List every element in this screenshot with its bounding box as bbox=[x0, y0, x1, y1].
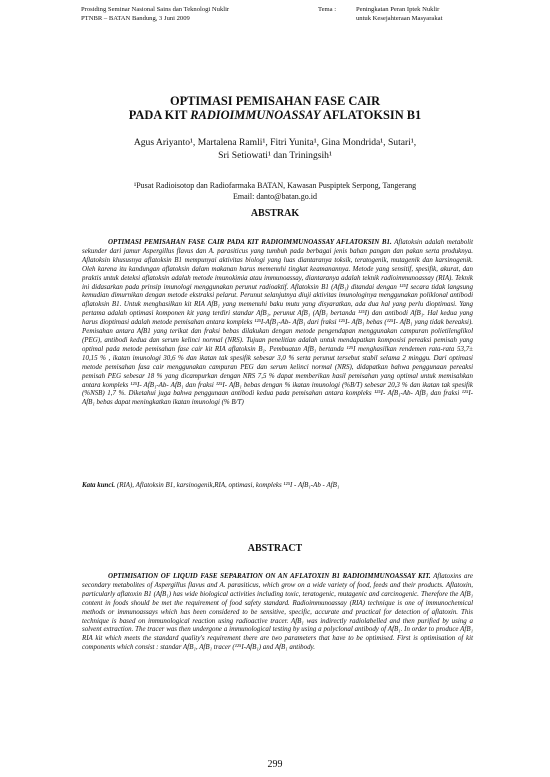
theme-line-1: Peningkatan Peran Iptek Nuklir bbox=[356, 6, 440, 13]
theme-line-2: untuk Kesejahteraan Masyarakat bbox=[356, 15, 443, 22]
abstrak-heading: ABSTRAK bbox=[250, 208, 300, 219]
keywords bbox=[82, 481, 473, 490]
abstrak-lead: OPTIMASI PEMISAHAN FASE CAIR PADA KIT RADIOIMMUNOASSAY AFLATOKSIN B1. bbox=[108, 238, 392, 246]
abstrak-text: Aflatoksin adalah metabolit sekunder dari jamur Aspergillus flavus dan A. parasiticus yang tumbuh pada berbagai jenis bahan pangan dan pakan serta produknya. Aflatoksin khususnya aflatoksin B1 mempunyai aktivitas biologi yang luas diantaranya toksik, teratogenik, mutagenik dan karsinogenik. Oleh karena itu kandungan aflatoksin dalam makanan harus memenuhi tingkat keamanannya. Metode yang sensitif, spesifik, akurat, dan praktis untuk deteksi aflatoksin adalah metode imunokimia atau immunoassay, diantaranya adalah teknik radioimmunoassay (RIA). Teknik ini didasarkan pada prinsip imunologi menggunakan perunut radioaktif. Aflatoksin B1 (AfB₁) ditandai dengan ¹²⁵I secara tidak langsung kemudian dimurnikan dengan metode ekstraksi pelarut. Perunut selanjutnya diuji aktivitas imunologinya menggunakan poliklonal antibodi aflatoksin B1. Untuk menghasilkan kit RIA AfB₁ yang memenuhi baku mutu yang disyaratkan, ada dua hal yang perlu dioptimasi. Yang pertama adalah optimasi komponen kit yang terdiri standar AfB₁, perunut AfB₁ (AfB₁ bertanda ¹²⁵I) dan antibodi AfB₁. Hal kedua yang harus dioptimasi adalah metode pemisahan antara kompleks ¹²⁵I-AfB₁-Ab- AfB₁ dari fraksi ¹²⁵I- AfB₁ bebas (¹²⁵I- AfB₁ yang tidak bereaksi). Pemisahan antara AfB1 yang terikat dan fraksi bebas dilakukan dengan metode pengendapan menggunakan campuran polietilenglikol (PEG), antibodi kedua dan serum kelinci normal (NRS). Tujuan penelitian adalah untuk mendapatkan komposisi pereaksi pemisah yang optimal pada metode pemisahan fase cair kit RIA aflatoksin B₁. Pembuatan AfB₁ bertanda ¹²⁵I menghasilkan rendemen rata-rata 53,7± 10,15 % , ikatan imunologi 30,6 % dan ikatan tak spesifik sebesar 3,0 % serta perunut tersebut stabil selama 2 minggu. Dari optimasi metode pemisahan fasa cair menggunakan campuran PEG dan serum kelinci normal (NRS), didapatkan bahwa penggunaan pereaksi pemisah PEG sebesar 18 % yang dicampurkan dengan NRS 7,5 % dapat memberikan hasil pemisahan yang optimal untuk memisahkan antara kompleks ¹²⁵I- AfB₁-Ab- AfB₁ dan fraksi ¹²⁵I- AfB₁ bebas dengan % ikatan imunologi (%B/T) sebesar 20,3 % dan ikatan tak spesifik (%NSB) 1,7 %. Diketahui juga bahwa penggunaan antibodi kedua pada pemisahan antara kompleks ¹²⁵I- AfB₁-Ab- AfB₁ dan fraksi ¹²⁵I- AfB₁ bebas dapat meningkatkan ikatan imunologi (% B/T) bbox=[82, 238, 474, 407]
affiliation bbox=[0, 180, 550, 202]
abstract-text: Aflatoxins are secondary metabolites of Aspergillus flavus and A. parasiticus, which grow on a wide variety of food, feeds and their products. Aflatoxin, particularly aflatoxin B1 (AfB₁) has wide biological activities including toxic, teratogenic, mutagenic and carcinogenic. Therefore the AfB₁ content in foods should be met the requirement of food safety standard. Radioimmunoassay (RIA) technique is one of immunochemical methods or immunoassays which has been considered to be sensitive, specific, accurate and practical for detection of aflatoxin. This technique is based on immunological reaction using radioactive tracer. AfB₁ was indirectly radiolabelled and then purified by using a solvent extraction. The tracer was then undergone a immunological testing by using a polyclonal antibody of AfB₁. In order to produce AfB₁ RIA kit which meets the standard quality's requirement there are two parameters that have to be optimised. First is optimisation of kit components which consist : standar AfB₁, AfB₁ tracer (¹²⁵I-AfB₁) and AfB₁ antibody. bbox=[82, 572, 473, 652]
authors-line-2: Sri Setiowati¹ dan Triningsih¹ bbox=[218, 150, 332, 161]
abstract-lead: OPTIMISATION OF LIQUID FASE SEPARATION ON AN AFLATOXIN B1 RADIOIMMUNOASSAY KIT. bbox=[108, 572, 431, 580]
abstract-heading: ABSTRACT bbox=[247, 543, 303, 554]
proceedings-name: Prosiding Seminar Nasional Sains dan Teknologi Nuklir bbox=[81, 6, 230, 13]
authors-line-1: Agus Ariyanto¹, Martalena Ramli¹, Fitri Yunita¹, Gina Mondrida¹, Sutari¹, bbox=[133, 137, 417, 148]
page-number: 299 bbox=[267, 759, 283, 770]
affiliation-line: ¹Pusat Radioisotop dan Radiofarmaka BATAN, Kawasan Puspiptek Serpong, Tangerang bbox=[133, 181, 417, 190]
author-email: Email: danto@batan.go.id bbox=[232, 192, 317, 201]
theme-label: Tema : bbox=[318, 6, 337, 13]
keywords-label: Kata kunci. bbox=[82, 481, 116, 489]
proceedings-venue: PTNBR – BATAN Bandung, 3 Juni 2009 bbox=[81, 15, 190, 22]
abstract-body bbox=[82, 572, 473, 652]
author-list bbox=[0, 136, 550, 162]
title-line-2: PADA KIT RADIOIMMUNOASSAY AFLATOKSIN B1 bbox=[128, 108, 422, 122]
running-header-left bbox=[81, 5, 229, 23]
keywords-text: (RIA), Aflatoksin B1, karsinogenik,RIA, optimasi, kompleks ¹²⁵I - AfB₁-Ab - AfB₁ bbox=[115, 481, 340, 489]
title-line-1: OPTIMASI PEMISAHAN FASE CAIR bbox=[169, 94, 381, 108]
paper-title bbox=[0, 94, 550, 122]
abstrak-body bbox=[82, 238, 473, 407]
running-header-right bbox=[318, 5, 442, 23]
